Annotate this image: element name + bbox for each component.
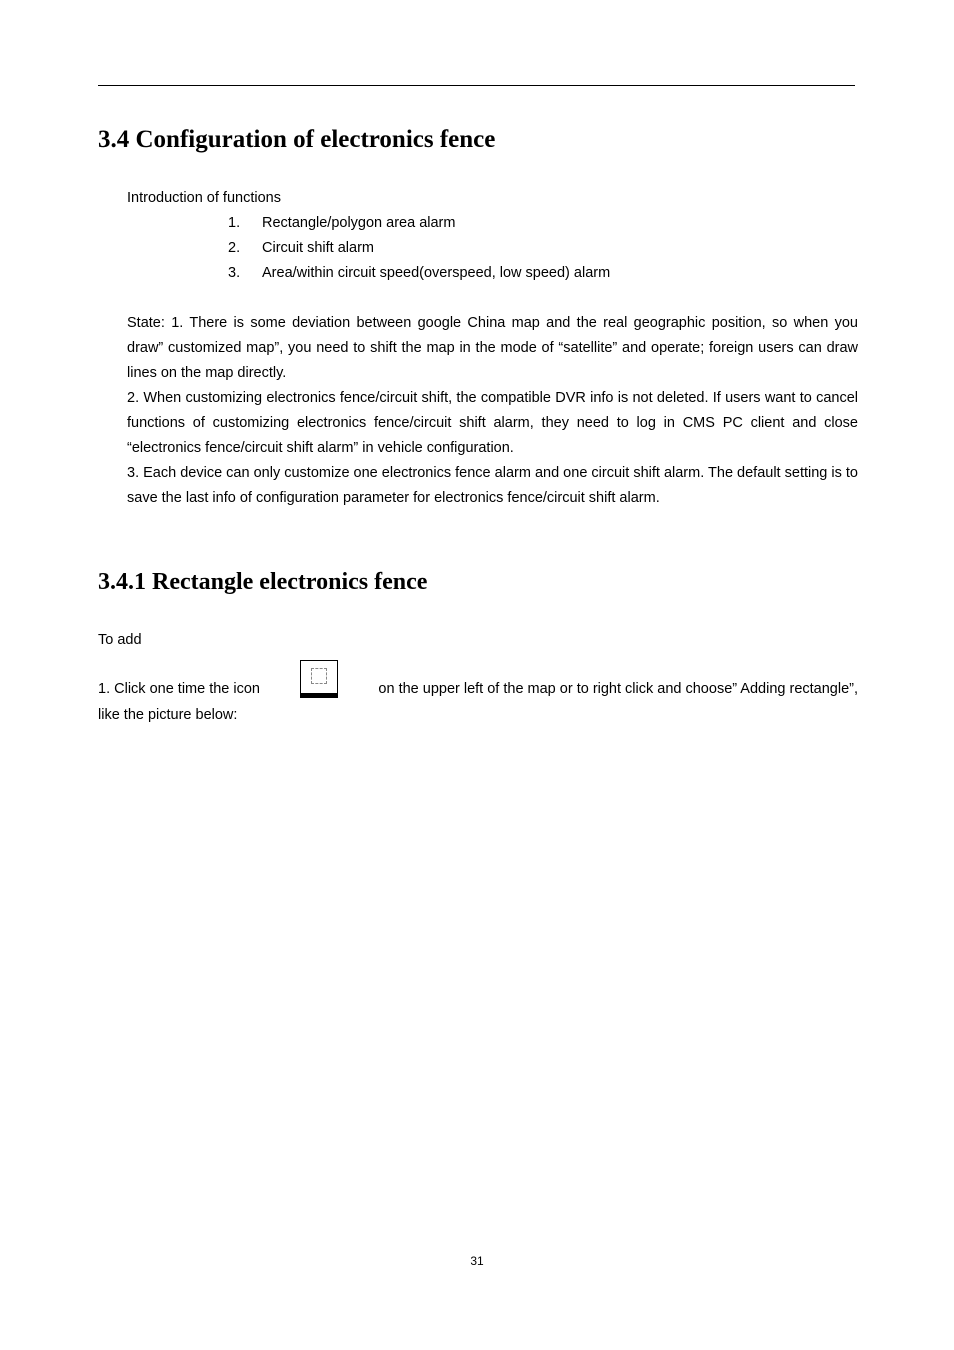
list-item-label: Area/within circuit speed(overspeed, low speed) alarm: [262, 265, 611, 281]
intro-label: Introduction of functions: [127, 190, 281, 206]
list-item-number: 2.: [228, 240, 241, 256]
section-heading: 3.4 Configuration of electronics fence: [98, 126, 496, 153]
header-rule: [98, 85, 855, 86]
step-1-text-after-icon: on the upper left of the map or to right click and choose” Adding rectangle”,: [378, 681, 858, 697]
list-item-number: 1.: [228, 215, 241, 231]
state-paragraph-1: State: 1. There is some deviation between google China map and the real geographic position, so when you draw” customized map”, you need to shift the map in the mode of “satellite” and operate; foreign users can draw lines on the map directly.: [127, 315, 858, 381]
state-paragraph-2: 2. When customizing electronics fence/circuit shift, the compatible DVR info is not deleted. If users want to cancel functions of customizing electronics fence/circuit shift alarm, they need to log in CMS PC client and close “electronics fence/circuit shift alarm” in vehicle configuration.: [127, 390, 858, 456]
to-add-label: To add: [98, 632, 142, 648]
subsection-heading: 3.4.1 Rectangle electronics fence: [98, 569, 428, 595]
rectangle-select-icon: [300, 660, 338, 698]
state-notes: [127, 311, 858, 511]
list-item: [228, 236, 610, 261]
page-number: 31: [470, 1254, 484, 1268]
step-1-text-line-2: like the picture below:: [98, 707, 238, 723]
list-item-number: 3.: [228, 265, 241, 281]
list-item: [228, 211, 610, 236]
step-1-instruction: [98, 656, 858, 728]
functions-list: [228, 211, 610, 286]
list-item-label: Rectangle/polygon area alarm: [262, 215, 456, 231]
list-item-label: Circuit shift alarm: [262, 240, 374, 256]
step-1-text-before-icon: 1. Click one time the icon: [98, 681, 260, 697]
state-paragraph-3: 3. Each device can only customize one electronics fence alarm and one circuit shift alarm. The default setting is to save the last info of configuration parameter for electronics fence/circuit shift alarm.: [127, 465, 858, 506]
list-item: [228, 261, 610, 286]
